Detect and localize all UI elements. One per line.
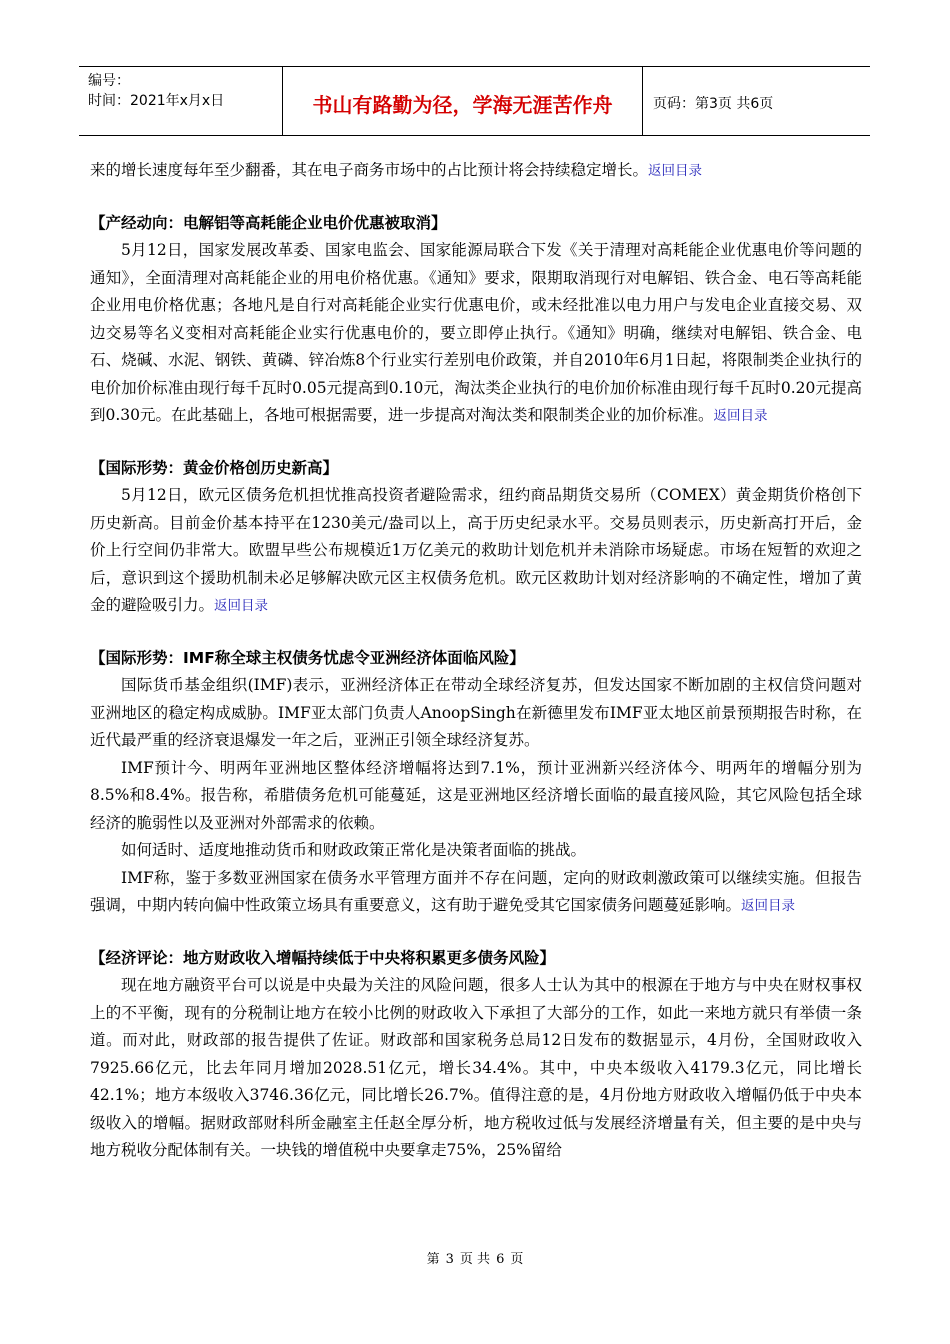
- header-motto: 书山有路勤为径，学海无涯苦作舟: [283, 67, 643, 135]
- return-toc-link[interactable]: 返回目录: [214, 598, 269, 614]
- header-meta-cell: [79, 67, 283, 135]
- intro-paragraph: 来的增长速度每年至少翻番，其在电子商务市场中的占比预计将会持续稳定增长。返回目录: [90, 161, 703, 179]
- section-title: 【国际形势：IMF称全球主权债务忧虑令亚洲经济体面临风险】: [90, 648, 525, 667]
- section-paragraph: 国际货币基金组织(IMF)表示，亚洲经济体正在带动全球经济复苏，但发达国家不断加剧的主权信贷问题对亚洲地区的稳定构成威胁。IMF亚太部门负责人AnoopSingh在新德里发布IMF亚太地区前景预期报告时称，在近代最严重的经济衰退爆发一年之后，亚洲正引领全球经济复苏。: [90, 676, 862, 749]
- section-title: 【产经动向：电解铝等高耗能企业电价优惠被取消】: [90, 213, 447, 232]
- section-paragraph: IMF预计今、明两年亚洲地区整体经济增幅将达到7.1%，预计亚洲新兴经济体今、明两年的增幅分别为8.5%和8.4%。报告称，希腊债务危机可能蔓延，这是亚洲地区经济增长面临的最直接风险，其它风险包括全球经济的脆弱性以及亚洲对外部需求的依赖。: [90, 758, 862, 832]
- section-paragraph: 现在地方融资平台可以说是中央最为关注的风险问题，很多人士认为其中的根源在于地方与中央在财权事权上的不平衡，现有的分税制让地方在较小比例的财政收入下承担了大部分的工作，如此一来地方就只有举债一条道。而对此，财政部的报告提供了佐证。财政部和国家税务总局12日发布的数据显示，4月份，全国财政收入7925.66亿元，比去年同月增加2028.51亿元，增长34.4%。其中，中央本级收入4179.3亿元，同比增长42.1%；地方本级收入3746.36亿元，同比增长26.7%。值得注意的是，4月份地方财政收入增幅仍低于中央本级收入的增幅。据财政部财科所金融室主任赵全厚分析，地方税收过低与发展经济增量有关，但主要的是中央与地方税收分配体制有关。一块钱的增值税中央要拿走75%，25%留给: [90, 976, 862, 1159]
- header-page-label: 页码：第3页 共6页: [653, 96, 774, 112]
- return-toc-link[interactable]: 返回目录: [741, 898, 796, 914]
- section-paragraph: 5月12日，国家发展改革委、国家电监会、国家能源局联合下发《关于清理对高耗能企业优惠电价等问题的通知》，全面清理对高耗能企业的用电价格优惠。《通知》要求，限期取消现行对电解铝、铁合金、电石等高耗能企业用电价格优惠；各地凡是自行对高耗能企业实行优惠电价，或未经批准以电力用户与发电企业直接交易、双边交易等名义变相对高耗能企业实行优惠电价的，要立即停止执行。《通知》明确，继续对电解铝、铁合金、电石、烧碱、水泥、钢铁、黄磷、锌冶炼8个行业实行差别电价政策，并自2010年6月1日起，将限制类企业执行的电价加价标准由现行每千瓦时0.05元提高到0.10元，淘汰类企业执行的电价加价标准由现行每千瓦时0.20元提高到0.30元。在此基础上，各地可根据需要，进一步提高对淘汰类和限制类企业的加价标准。返回目录: [90, 241, 862, 424]
- section-paragraph: 如何适时、适度地推动货币和财政政策正常化是决策者面临的挑战。: [121, 841, 587, 859]
- section-title: 【经济评论：地方财政收入增幅持续低于中央将积累更多债务风险】: [90, 948, 556, 967]
- footer-page-number: 3: [445, 1252, 454, 1267]
- page-footer: 第 3 页 共 6 页: [426, 1252, 524, 1267]
- return-toc-link[interactable]: 返回目录: [713, 408, 768, 424]
- section-paragraph: IMF称，鉴于多数亚洲国家在债务水平管理方面并不存在问题，定向的财政刺激政策可以继续实施。但报告强调，中期内转向偏中性政策立场具有重要意义，这有助于避免受其它国家债务问题蔓延影响。返回目录: [90, 868, 862, 914]
- footer-total-pages: 6: [496, 1252, 505, 1267]
- section-paragraph: 5月12日，欧元区债务危机担忧推高投资者避险需求，纽约商品期货交易所（COMEX）黄金期货价格创下历史新高。目前金价基本持平在1230美元/盎司以上，高于历史纪录水平。交易员则表示，历史新高打开后，金价上行空间仍非常大。欧盟早些公布规模近1万亿美元的救助计划危机并未消除市场疑虑。市场在短暂的欢迎之后，意识到这个援助机制未必足够解决欧元区主权债务危机。欧元区救助计划对经济影响的不确定性，增加了黄金的避险吸引力。返回目录: [90, 486, 862, 614]
- document-time-label: 时间：2021年x月x日: [88, 93, 225, 109]
- document-body: [90, 157, 862, 1165]
- document-header: [79, 66, 870, 136]
- section-title: 【国际形势：黄金价格创历史新高】: [90, 458, 339, 477]
- document-number-label: 编号：: [88, 73, 130, 89]
- return-toc-link[interactable]: 返回目录: [648, 163, 703, 179]
